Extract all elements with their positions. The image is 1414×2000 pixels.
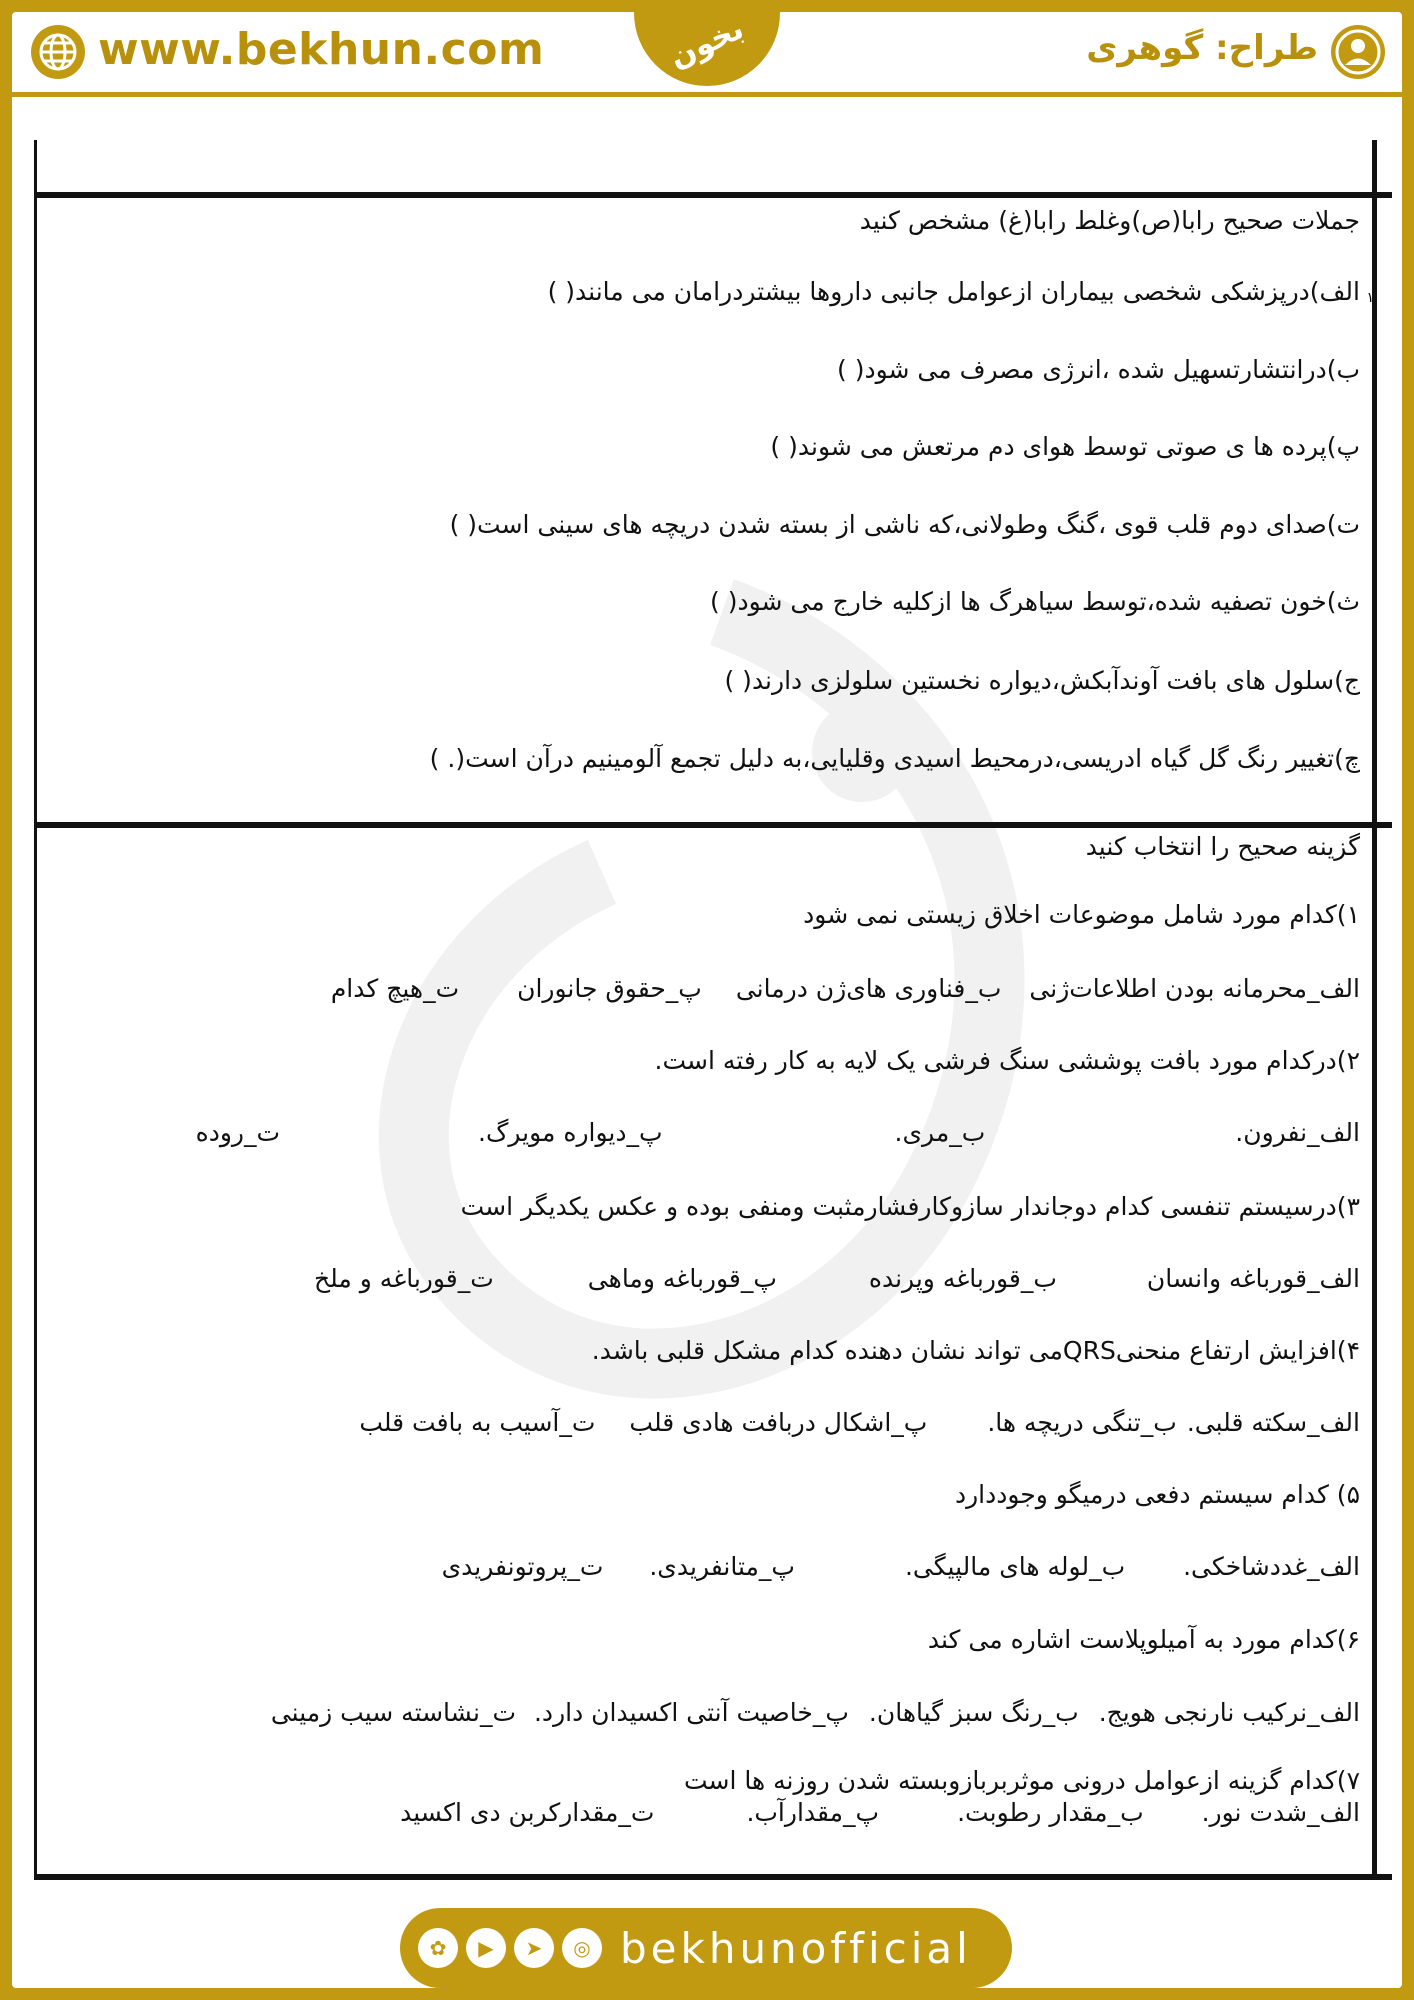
question-text: ۱)کدام مورد شامل موضوعات اخلاق زیستی نمی شود	[803, 900, 1360, 929]
option: پ_دیواره مویرگ.	[478, 1118, 663, 1147]
options-row	[271, 1698, 1360, 1727]
questions-table	[34, 140, 1392, 1880]
option: ب_رنگ سبز گیاهان.	[868, 1698, 1079, 1727]
option: الف_نرکیب نارنجی هویج.	[1098, 1698, 1360, 1727]
option: ت_مقدارکربن دی اکسید	[400, 1798, 655, 1827]
option: پ_اشکال دربافت هادی قلب	[629, 1408, 928, 1437]
option: پ_متانفریدی.	[649, 1552, 795, 1581]
question-text: ۵) کدام سیستم دفعی درمیگو وجوددارد	[954, 1480, 1360, 1509]
row-number: ۱	[1366, 290, 1374, 306]
option: ت_هیچ کدام	[330, 974, 460, 1003]
logo-text: بخون	[664, 10, 750, 76]
question-text: ۷)کدام گزینه ازعوامل درونی موثربربازوبسته شدن روزنه ها است	[684, 1766, 1360, 1795]
page-frame	[12, 12, 1402, 1988]
question-text: ۶)کدام مورد به آمیلوپلاست اشاره می کند	[927, 1625, 1360, 1654]
table-right-border	[1372, 140, 1377, 1880]
statement: چ)تغییر رنگ گل گیاه ادریسی،درمحیط اسیدی وقلیایی،به دلیل تجمع آلومینیم درآن است(. )	[429, 744, 1360, 773]
option: پ_مقدارآب.	[746, 1798, 880, 1827]
social-footer	[400, 1908, 1012, 1988]
statement: پ)پرده ها ی صوتی توسط هوای دم مرتعش می شوند( )	[770, 432, 1360, 461]
website-link[interactable]: www.bekhun.com	[98, 24, 545, 75]
options-row	[331, 974, 1360, 1003]
option: ب_فناوری های‌ژن درمانی	[735, 974, 1002, 1003]
option: الف_غددشاخکی.	[1183, 1552, 1360, 1581]
option: الف_سکته قلبی.	[1186, 1408, 1360, 1437]
options-row	[196, 1118, 1360, 1147]
option: ت_نشاسته سیب زمینی	[270, 1698, 516, 1727]
aparat-icon[interactable]: ✿	[418, 1928, 458, 1968]
table-bottom-border	[34, 1874, 1392, 1880]
table-left-border	[34, 140, 37, 1880]
option: ب_مقدار رطوبت.	[957, 1798, 1144, 1827]
option: ت_آسیب به بافت قلب	[359, 1408, 596, 1437]
option: الف_قورباغه وانسان	[1146, 1264, 1360, 1293]
statement: ج)سلول های بافت آوندآبکش،دیواره نخستین سلولزی دارند( )	[724, 666, 1360, 695]
option: ت_پروتونفریدی	[441, 1552, 604, 1581]
options-row	[359, 1408, 1360, 1437]
option: ت_قورباغه و ملخ	[313, 1264, 494, 1293]
option: الف_محرمانه بودن اطلاعات‌ژنی	[1029, 974, 1360, 1003]
header	[12, 12, 1402, 97]
option: پ_قورباغه وماهی	[587, 1264, 777, 1293]
question-text: ۴)افزایش ارتفاع منحنیQRSمی تواند نشان دهنده کدام مشکل قلبی باشد.	[591, 1336, 1360, 1365]
option: الف_شدت نور.	[1201, 1798, 1360, 1827]
option: ب_لوله های مالپیگی.	[904, 1552, 1126, 1581]
option: ت_روده	[195, 1118, 281, 1147]
globe-icon	[28, 22, 88, 82]
table-divider	[34, 822, 1392, 828]
option: ب_تنگی دریچه ها.	[987, 1408, 1177, 1437]
social-handle[interactable]: bekhunofficial	[620, 1923, 972, 1973]
statement: الف)درپزشکی شخصی بیماران ازعوامل جانبی داروها بیشتردرامان می مانند( )	[547, 277, 1360, 306]
options-row	[400, 1798, 1360, 1827]
brand-logo	[634, 0, 780, 86]
options-row	[314, 1264, 1360, 1293]
section-multiple-choice	[60, 832, 1360, 1872]
telegram-icon[interactable]: ➤	[514, 1928, 554, 1968]
option: ب_قورباغه وپرنده	[868, 1264, 1057, 1293]
user-icon	[1328, 22, 1388, 82]
section-title: گزینه صحیح را انتخاب کنید	[1085, 832, 1360, 861]
option: پ_خاصیت آنتی اکسیدان دارد.	[533, 1698, 849, 1727]
question-text: ۲)درکدام مورد بافت پوششی سنگ فرشی یک لایه به کار رفته است.	[654, 1046, 1360, 1075]
question-text: ۳)درسیستم تنفسی کدام دوجاندار سازوکارفشارمثبت ومنفی بوده و عکس یکدیگر است	[460, 1192, 1360, 1221]
section-true-false	[60, 202, 1360, 822]
youtube-icon[interactable]: ▶	[466, 1928, 506, 1968]
designer-name: طراح: گوهری	[1086, 28, 1318, 68]
instagram-icon[interactable]: ◎	[562, 1928, 602, 1968]
option: پ_حقوق جانوران	[517, 974, 702, 1003]
statement: ت)صدای دوم قلب قوی ،گنگ وطولانی،که ناشی از بسته شدن دریچه های سینی است( )	[449, 510, 1360, 539]
table-divider	[34, 192, 1392, 198]
options-row	[442, 1552, 1360, 1581]
statement: ث)خون تصفیه شده،توسط سیاهرگ ها ازکلیه خارج می شود( )	[710, 587, 1360, 616]
option: الف_نفرون.	[1235, 1118, 1360, 1147]
option: ب_مری.	[894, 1118, 986, 1147]
social-icons	[418, 1928, 602, 1968]
section-title: جملات صحیح رابا(ص)وغلط رابا(غ) مشخص کنید	[859, 206, 1360, 235]
statement: ب)درانتشارتسهیل شده ،انرژی مصرف می شود( )	[837, 355, 1360, 384]
